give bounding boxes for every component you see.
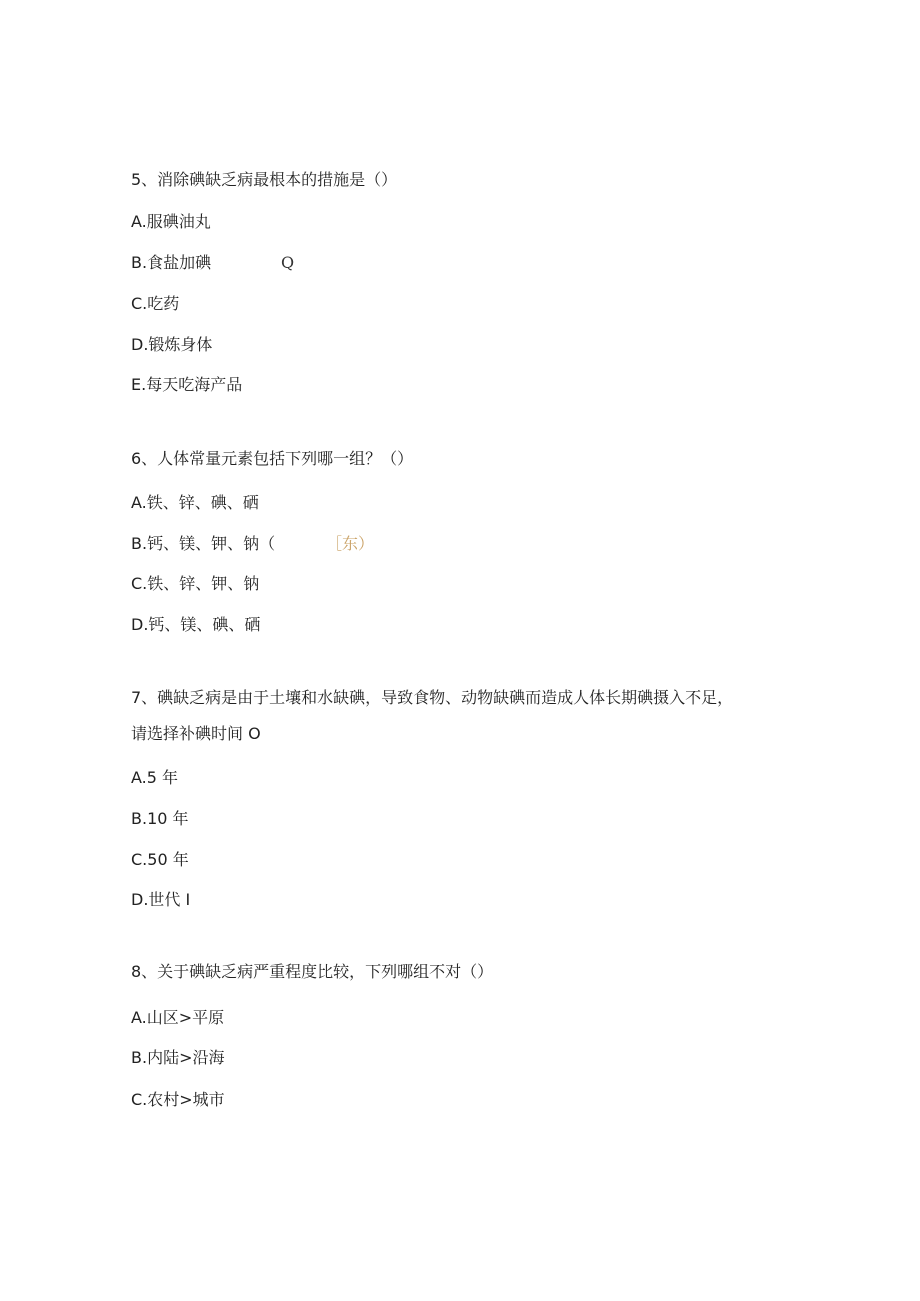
question-6-option-b: B.钙、镁、钾、钠（: [131, 534, 276, 553]
question-5-stem: 5、消除碘缺乏病最根本的措施是（）: [131, 170, 398, 189]
question-8-option-b: B.内陆>沿海: [131, 1048, 225, 1067]
question-7-stem-line-2: 请选择补碘时间 O: [131, 724, 261, 743]
question-6-option-a: A.铁、锌、碘、硒: [131, 493, 259, 512]
question-7-stem-line-1: 7、碘缺乏病是由于土壤和水缺碘，导致食物、动物缺碘而造成人体长期碘摄入不足，: [131, 688, 734, 707]
question-8-option-c: C.农村>城市: [131, 1090, 225, 1109]
question-6-option-c: C.铁、锌、钾、钠: [131, 574, 260, 593]
question-5-option-a: A.服碘油丸: [131, 212, 211, 231]
question-5-option-e: E.每天吃海产品: [131, 375, 243, 394]
question-5-stray-mark: Q: [281, 253, 295, 272]
question-7-option-d: D.世代 I: [131, 890, 191, 909]
question-6-option-d: D.钙、镁、碘、硒: [131, 615, 261, 634]
question-5-option-b: B.食盐加碘: [131, 253, 212, 272]
question-5-option-c: C.吃药: [131, 294, 180, 313]
question-7-option-a: A.5 年: [131, 768, 179, 787]
question-8-stem: 8、关于碘缺乏病严重程度比较，下列哪组不对（）: [131, 962, 494, 981]
question-8-option-a: A.山区>平原: [131, 1008, 225, 1027]
question-7-option-c: C.50 年: [131, 850, 189, 869]
question-5-option-d: D.锻炼身体: [131, 335, 213, 354]
question-7-option-b: B.10 年: [131, 809, 189, 828]
question-6-answer-mark: ［东）: [326, 534, 375, 553]
question-6-stem: 6、人体常量元素包括下列哪一组？（）: [131, 449, 414, 468]
